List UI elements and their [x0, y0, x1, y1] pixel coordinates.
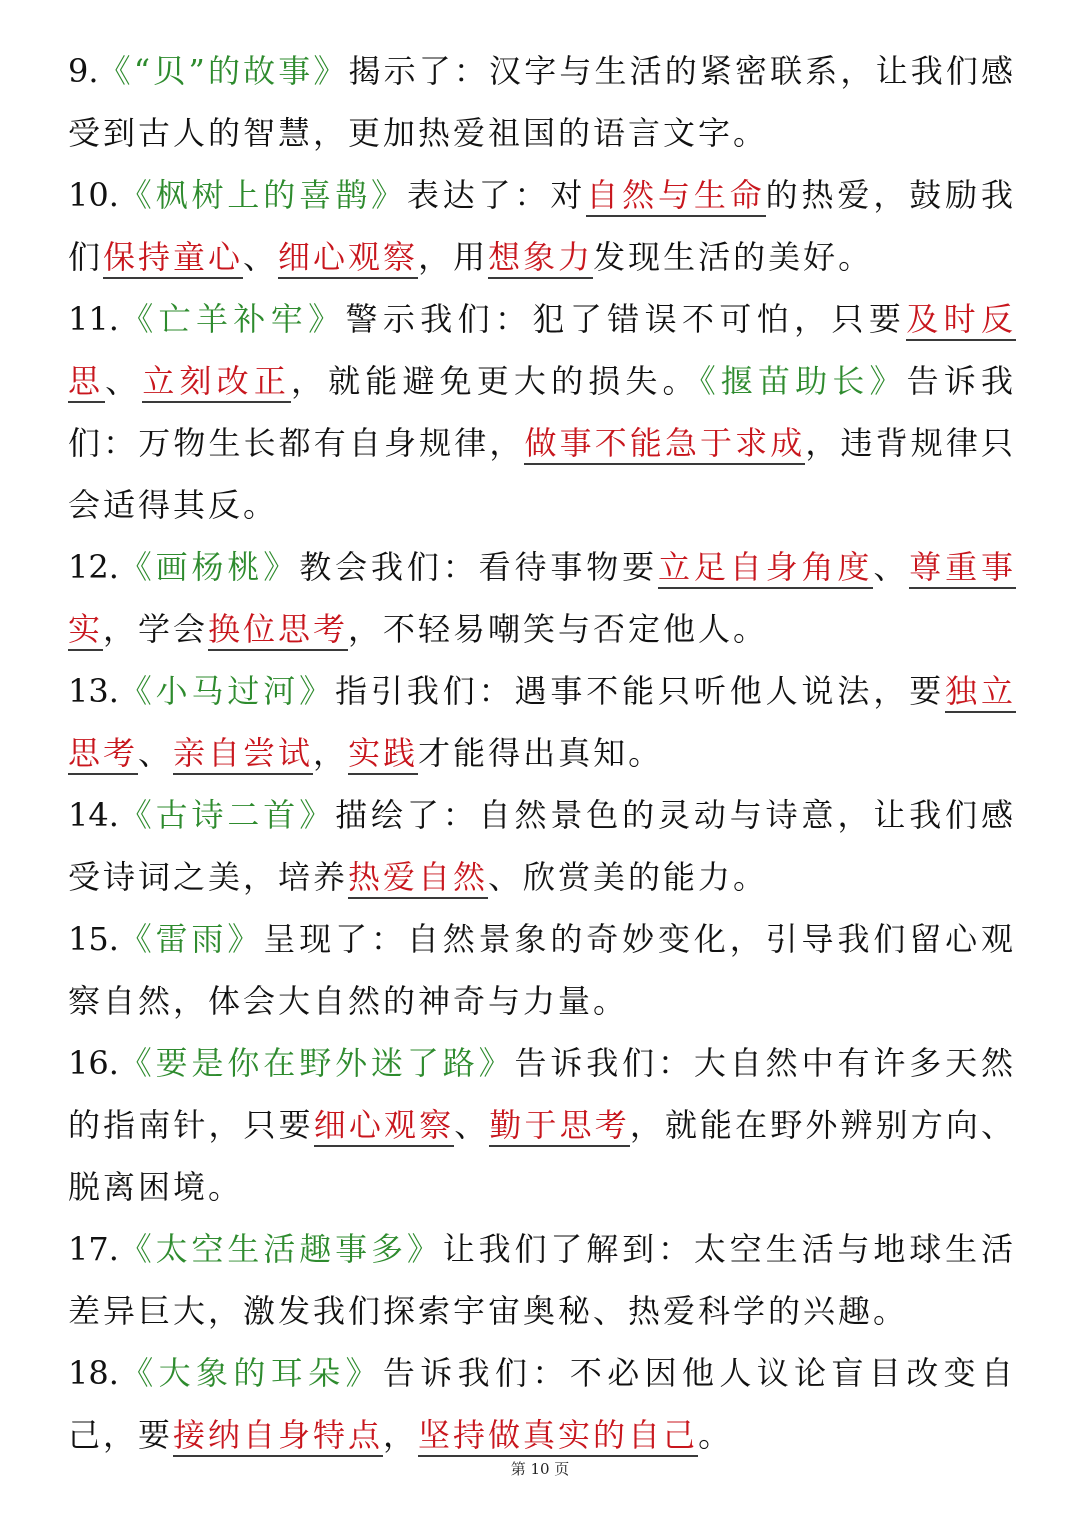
body-text: ， — [383, 1416, 419, 1454]
summary-item-16 — [68, 1032, 1016, 1218]
item-number: 12. — [68, 548, 119, 586]
key-point: 实践 — [348, 734, 418, 775]
key-point: 想象力 — [488, 238, 593, 279]
page-number: 第 10 页 — [510, 1460, 570, 1478]
key-point: 换位思考 — [208, 610, 348, 651]
document-body — [68, 40, 1016, 1466]
key-point: 做事不能急于求成 — [524, 424, 805, 465]
key-point: 坚持做真实的自己 — [418, 1416, 698, 1457]
item-number: 10. — [68, 176, 119, 214]
body-text: ，学会 — [103, 610, 209, 648]
body-text: 告诉我们：不必因他人议论盲目改变自己，要 — [68, 1354, 1016, 1454]
body-text: 、欣赏美的能力。 — [488, 858, 769, 896]
body-text: 让我们了解到：太空生活与地球生活差异巨大，激发我们探索宇宙奥秘、热爱科学的兴趣。 — [68, 1230, 1016, 1330]
key-point: 热爱自然 — [348, 858, 488, 899]
key-point: 细心观察 — [314, 1106, 454, 1147]
body-text: 发现生活的美好。 — [593, 238, 874, 276]
body-text: 表达了：对 — [406, 176, 587, 214]
summary-item-12 — [68, 536, 1016, 660]
body-text: 、 — [105, 362, 143, 400]
key-point: 保持童心 — [103, 238, 243, 279]
summary-item-15 — [68, 908, 1016, 1032]
body-text: 的热爱，鼓励我们 — [68, 176, 1016, 276]
lesson-title: 《“贝”的故事》 — [98, 52, 349, 90]
lesson-title: 《太空生活趣事多》 — [118, 1230, 443, 1268]
key-point: 尊重事实 — [68, 548, 1016, 651]
body-text: ，就能在野外辨别方向、脱离困境。 — [68, 1106, 1016, 1206]
summary-item-18 — [68, 1342, 1016, 1466]
body-text: ，就能避免更大的损失。 — [290, 362, 700, 400]
body-text: 警示我们：犯了错误不可怕，只要 — [345, 300, 907, 338]
body-text: 告诉我们：大自然中有许多天然的指南针，只要 — [68, 1044, 1016, 1144]
lesson-title: 《大象的耳朵》 — [118, 1354, 383, 1392]
summary-item-13 — [68, 660, 1016, 784]
body-text: 描绘了：自然景色的灵动与诗意，让我们感受诗词之美，培养 — [68, 796, 1016, 896]
body-text: 、 — [454, 1106, 490, 1144]
item-number: 17. — [68, 1230, 119, 1268]
key-point: 独立思考 — [68, 672, 1016, 775]
summary-item-11 — [68, 288, 1016, 536]
item-number: 18. — [68, 1354, 119, 1392]
body-text: 、 — [243, 238, 279, 276]
body-text: 呈现了：自然景象的奇妙变化，引导我们留心观察自然，体会大自然的神奇与力量。 — [68, 920, 1016, 1020]
item-number: 9. — [68, 52, 99, 90]
item-number: 15. — [68, 920, 119, 958]
lesson-title: 《枫树上的喜鹊》 — [118, 176, 407, 214]
body-text: 指引我们：遇事不能只听他人说法，要 — [335, 672, 946, 710]
lesson-title: 《画杨桃》 — [118, 548, 300, 586]
summary-item-10 — [68, 164, 1016, 288]
summary-item-14 — [68, 784, 1016, 908]
body-text: 教会我们：看待事物要 — [299, 548, 659, 586]
body-text: 才能得出真知。 — [418, 734, 664, 772]
key-point: 接纳自身特点 — [173, 1416, 383, 1457]
item-number: 13. — [68, 672, 119, 710]
item-number: 14. — [68, 796, 119, 834]
body-text: 、 — [873, 548, 910, 586]
item-number: 16. — [68, 1044, 119, 1082]
body-text: 揭示了：汉字与生活的紧密联系，让我们感受到古人的智慧，更加热爱祖国的语言文字。 — [68, 52, 1016, 152]
body-text: ，不轻易嘲笑与否定他人。 — [348, 610, 769, 648]
lesson-title: 《要是你在野外迷了路》 — [118, 1044, 515, 1082]
body-text: 、 — [138, 734, 174, 772]
lesson-title: 《小马过河》 — [118, 672, 336, 710]
body-text: ，违背规律只会适得其反。 — [68, 424, 1016, 524]
key-point: 细心观察 — [278, 238, 418, 279]
lesson-title: 《揠苗助长》 — [699, 362, 907, 400]
lesson-title: 《雷雨》 — [118, 920, 264, 958]
summary-item-9 — [68, 40, 1016, 164]
summary-item-17 — [68, 1218, 1016, 1342]
key-point: 亲自尝试 — [173, 734, 313, 775]
key-point: 立足自身角度 — [658, 548, 873, 589]
key-point: 立刻改正 — [142, 362, 291, 403]
body-text: ，用 — [418, 238, 489, 276]
key-point: 自然与生命 — [586, 176, 765, 217]
body-text: 。 — [698, 1416, 734, 1454]
body-text: 告诉我们：万物生长都有自身规律， — [68, 362, 1016, 462]
lesson-title: 《亡羊补牢》 — [118, 300, 346, 338]
item-number: 11. — [68, 300, 119, 338]
key-point: 勤于思考 — [489, 1106, 629, 1147]
key-point: 及时反思 — [68, 300, 1016, 403]
body-text: ， — [313, 734, 349, 772]
lesson-title: 《古诗二首》 — [118, 796, 336, 834]
